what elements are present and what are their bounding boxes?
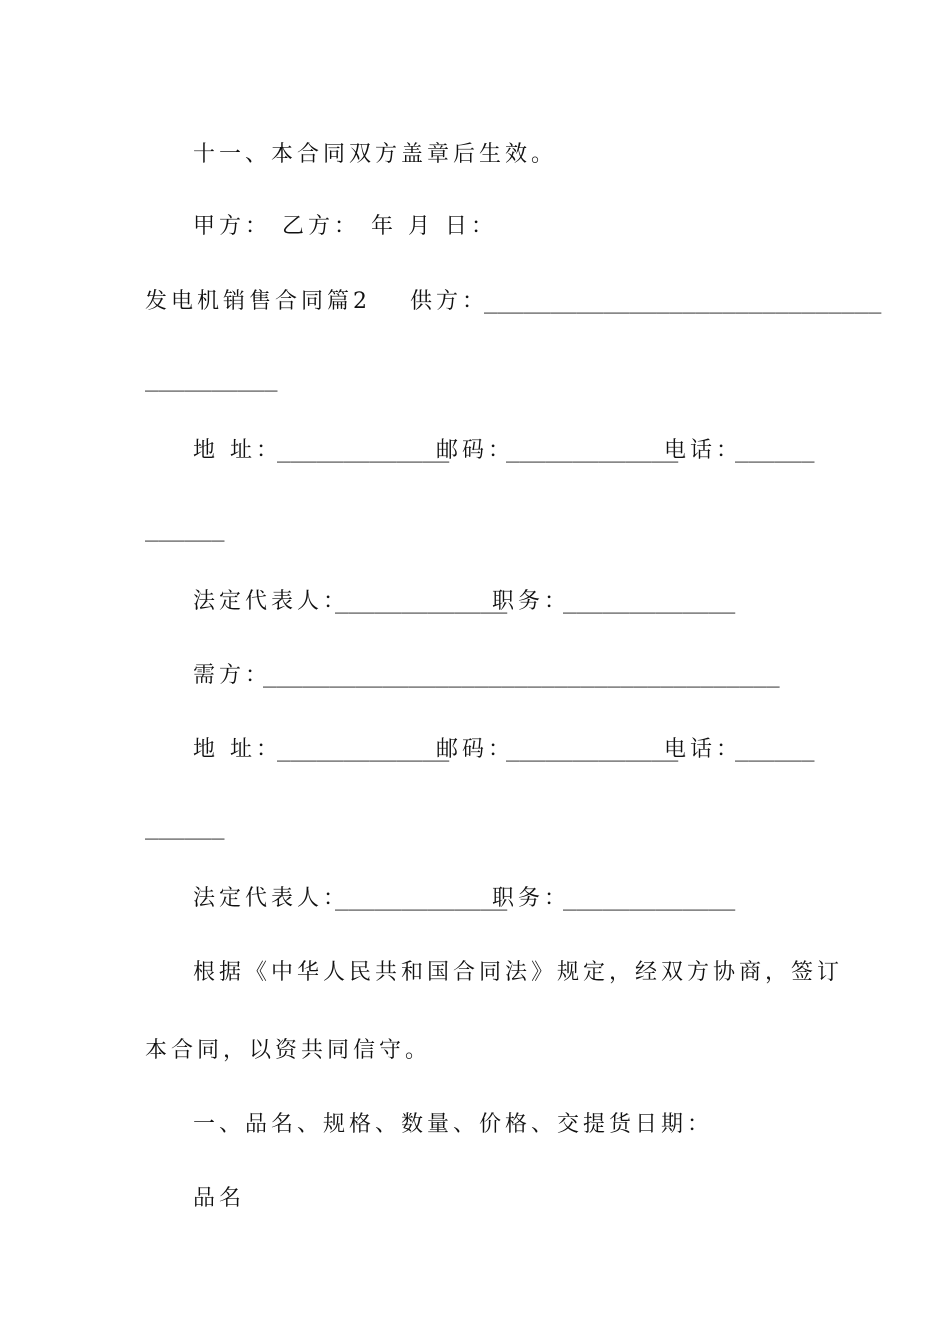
- phone-blank: ______: [735, 438, 815, 463]
- preamble-text-2: 本合同，以资共同信守。: [145, 1038, 432, 1063]
- position-blank: _____________: [563, 589, 736, 614]
- phone-label: 电话：: [664, 438, 743, 463]
- supplier-blank: ______________________________: [484, 289, 882, 314]
- section-one-heading: 一、品名、规格、数量、价格、交提货日期：: [193, 1112, 714, 1137]
- supplier-blank-2: __________: [145, 367, 278, 392]
- phone-blank: ______: [735, 737, 815, 762]
- clause-eleven-text: 十一、本合同双方盖章后生效。: [193, 142, 558, 167]
- phone-blank-2: ______: [145, 815, 225, 840]
- position-blank: _____________: [563, 886, 736, 911]
- supplier-label: 供方：: [410, 289, 489, 314]
- buyer-blank: _______________________________________: [263, 663, 780, 688]
- position-label: 职务：: [492, 886, 571, 911]
- legal-rep-blank: _____________: [335, 886, 508, 911]
- legal-rep-label: 法定代表人：: [193, 886, 350, 911]
- address-label: 地 址：: [193, 737, 282, 762]
- postcode-blank: _____________: [506, 737, 679, 762]
- address-blank: _____________: [277, 737, 450, 762]
- postcode-label: 邮码：: [436, 438, 515, 463]
- postcode-label: 邮码：: [436, 737, 515, 762]
- legal-rep-label: 法定代表人：: [193, 589, 350, 614]
- item-name-label: 品名: [193, 1186, 246, 1211]
- address-label: 地 址：: [193, 438, 282, 463]
- legal-rep-blank: _____________: [335, 589, 508, 614]
- phone-blank-2: ______: [145, 517, 225, 542]
- phone-label: 电话：: [664, 737, 743, 762]
- address-blank: _____________: [277, 438, 450, 463]
- postcode-blank: _____________: [506, 438, 679, 463]
- contract-title: 发电机销售合同篇2: [145, 289, 371, 314]
- signatures-text: 甲方： 乙方： 年 月 日：: [193, 214, 497, 239]
- position-label: 职务：: [492, 589, 571, 614]
- preamble-text-1: 根据《中华人民共和国合同法》规定，经双方协商，签订: [193, 960, 844, 985]
- buyer-label: 需方：: [193, 663, 272, 688]
